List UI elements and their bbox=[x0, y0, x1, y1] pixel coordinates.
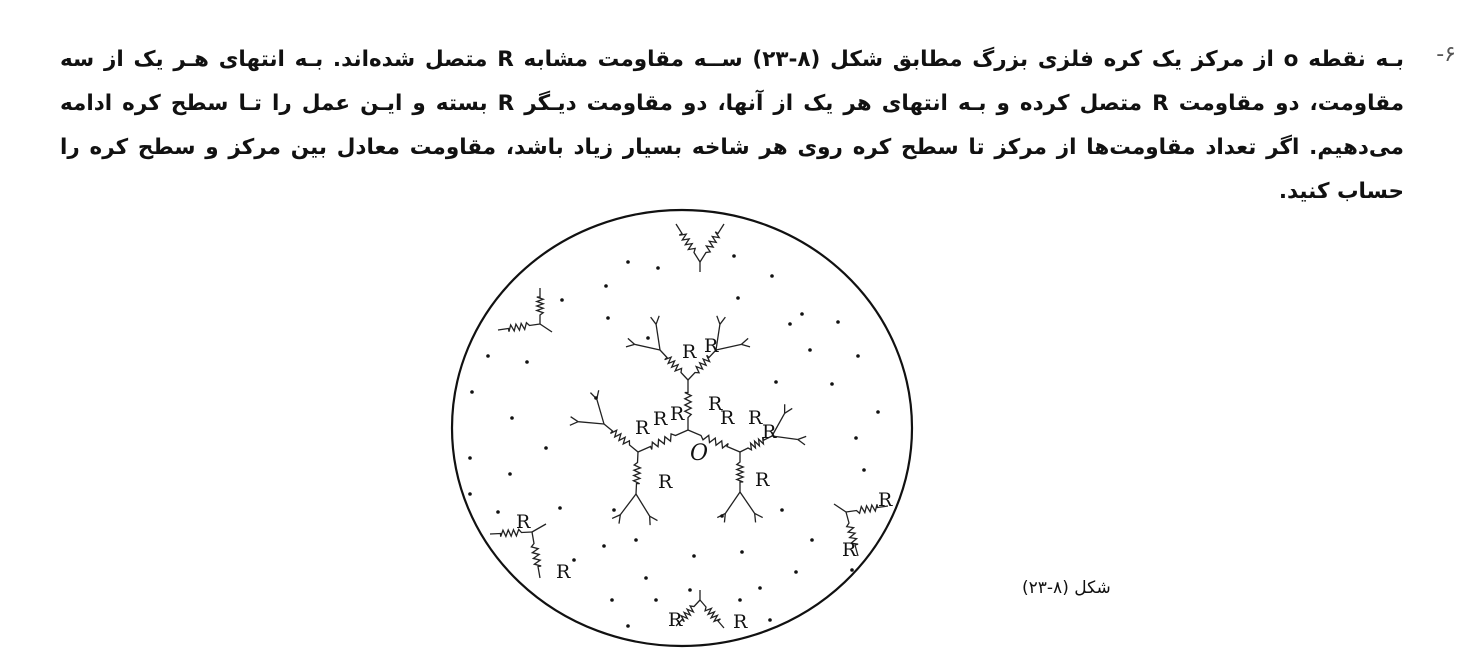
dot bbox=[738, 598, 742, 602]
dot bbox=[626, 624, 630, 628]
dot bbox=[854, 436, 858, 440]
dot bbox=[800, 312, 804, 316]
wire bbox=[656, 324, 660, 350]
wire bbox=[636, 494, 650, 516]
dot bbox=[692, 554, 696, 558]
resistor-label: R bbox=[704, 335, 719, 357]
resistor-symbol bbox=[498, 323, 540, 332]
dot bbox=[656, 266, 660, 270]
wire bbox=[740, 492, 755, 513]
dot bbox=[594, 396, 598, 400]
wire bbox=[755, 513, 756, 522]
problem-text: بـه نقطه o از مرکز یک کره فلزی بزرگ مطابق شکل (۸-۲۳) ســه مقاومت مشابه R متصل شده‌اند. بـه انتهای هـر یک از سه مقاومت، دو مقاومت R متصل کرده و بـه انتهای هر یک از آنها، دو مقاومت دیـگر R بسته و ایـن عمل را تـا سطح کره ادامه می‌دهیم. اگر تعداد مقاومت‌ها از مرکز تا سطح کره روی هر شاخه بسیار زیاد باشد، مقاومت معادل بین مرکز و سطح کره را حساب کنید. bbox=[60, 47, 1405, 204]
wire bbox=[619, 515, 620, 524]
resistor-symbol bbox=[700, 600, 724, 628]
resistor-label: R bbox=[748, 407, 763, 429]
dot bbox=[862, 468, 866, 472]
wire bbox=[532, 524, 546, 532]
resistor-symbol bbox=[676, 224, 700, 262]
wire bbox=[720, 317, 725, 324]
dot bbox=[558, 506, 562, 510]
dot bbox=[646, 336, 650, 340]
dot bbox=[525, 360, 529, 364]
dot bbox=[604, 284, 608, 288]
dot bbox=[780, 508, 784, 512]
resistor-label: R bbox=[668, 609, 683, 631]
wire bbox=[612, 515, 620, 519]
problem-number: -۶ bbox=[1436, 42, 1456, 67]
resistor-label: R bbox=[653, 408, 668, 430]
resistor-symbol bbox=[685, 380, 691, 430]
sphere-outline bbox=[452, 210, 912, 646]
resistor-label: R bbox=[720, 407, 735, 429]
wire bbox=[834, 504, 846, 512]
wire bbox=[597, 399, 604, 424]
wire bbox=[741, 344, 750, 346]
dot bbox=[510, 416, 514, 420]
dot bbox=[768, 618, 772, 622]
resistor-label: R bbox=[682, 341, 697, 363]
wire bbox=[785, 408, 793, 413]
dot bbox=[774, 380, 778, 384]
wire bbox=[724, 513, 725, 522]
dot bbox=[496, 510, 500, 514]
dot bbox=[468, 456, 472, 460]
resistor-symbol bbox=[633, 452, 640, 494]
dot bbox=[606, 316, 610, 320]
resistor-label: R bbox=[556, 561, 571, 583]
wire bbox=[571, 417, 578, 422]
wire bbox=[798, 436, 806, 439]
resistor-label: R bbox=[762, 421, 777, 443]
wire bbox=[651, 317, 656, 324]
dot bbox=[626, 260, 630, 264]
dot bbox=[602, 544, 606, 548]
dot bbox=[850, 568, 854, 572]
dot bbox=[634, 538, 638, 542]
dot bbox=[610, 598, 614, 602]
resistor-label: R bbox=[755, 469, 770, 491]
dot bbox=[470, 390, 474, 394]
figure-caption: شکل (۸-۲۳) bbox=[1022, 578, 1111, 598]
wire bbox=[741, 338, 748, 344]
dot bbox=[720, 514, 724, 518]
resistor-symbol bbox=[700, 224, 724, 262]
dot bbox=[876, 410, 880, 414]
dot bbox=[544, 446, 548, 450]
center-label: O bbox=[690, 441, 709, 466]
dot bbox=[732, 254, 736, 258]
wire bbox=[717, 316, 720, 324]
resistor-label: R bbox=[670, 403, 685, 425]
wire bbox=[578, 422, 604, 424]
resistor-symbol bbox=[537, 288, 543, 324]
wire bbox=[626, 344, 635, 346]
wire bbox=[716, 344, 741, 350]
wire bbox=[656, 316, 659, 324]
dot bbox=[736, 296, 740, 300]
dot bbox=[486, 354, 490, 358]
resistor-label: R bbox=[635, 417, 650, 439]
dot bbox=[808, 348, 812, 352]
wire bbox=[635, 344, 660, 350]
dot bbox=[788, 322, 792, 326]
dot bbox=[794, 570, 798, 574]
dot bbox=[612, 508, 616, 512]
dot bbox=[856, 354, 860, 358]
dot bbox=[572, 558, 576, 562]
dot bbox=[688, 588, 692, 592]
dot bbox=[810, 538, 814, 542]
dot bbox=[740, 550, 744, 554]
wire bbox=[620, 494, 636, 515]
resistor-label: R bbox=[516, 511, 531, 533]
dot bbox=[836, 320, 840, 324]
dot bbox=[758, 586, 762, 590]
resistor-label: R bbox=[708, 393, 723, 415]
wire bbox=[755, 513, 763, 517]
wire bbox=[798, 440, 805, 445]
dot bbox=[830, 382, 834, 386]
resistor-label: R bbox=[878, 489, 893, 511]
resistor-symbol bbox=[531, 532, 541, 578]
dot bbox=[560, 298, 564, 302]
wire bbox=[570, 422, 578, 426]
wire bbox=[628, 338, 635, 344]
resistor-symbol bbox=[737, 452, 743, 492]
resistor-label: R bbox=[658, 471, 673, 493]
wire bbox=[725, 492, 740, 513]
dot bbox=[508, 472, 512, 476]
resistor-label: R bbox=[842, 539, 857, 561]
dot bbox=[468, 492, 472, 496]
resistor-label: R bbox=[733, 611, 748, 633]
wire bbox=[650, 516, 658, 520]
dot bbox=[654, 598, 658, 602]
resistor-symbol bbox=[604, 424, 638, 452]
dot bbox=[644, 576, 648, 580]
wire bbox=[540, 324, 552, 332]
dot bbox=[770, 274, 774, 278]
